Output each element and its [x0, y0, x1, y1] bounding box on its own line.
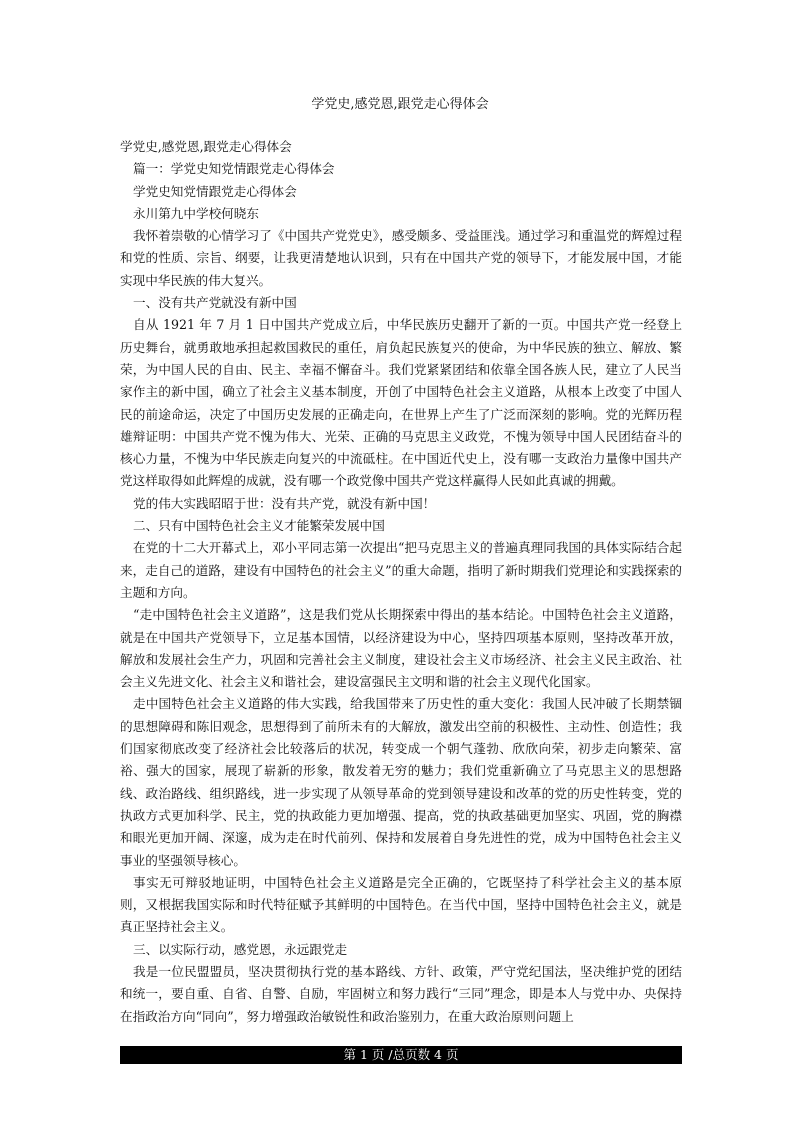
section-heading-2: 二、只有中国特色社会主义才能繁荣发展中国 — [133, 518, 385, 534]
document-body — [120, 136, 682, 1028]
section-heading-1: 一、没有共产党就没有新中国 — [133, 295, 297, 311]
section-heading-3: 三、以实际行动，感党恩，永远跟党走 — [133, 941, 348, 957]
paragraph-author: 永川第九中学校何晓东 — [133, 205, 259, 221]
paragraph-subtitle: 学党史知党情跟党走心得体会 — [133, 183, 297, 199]
paragraph-heading: 学党史,感党恩,跟党走心得体会 — [120, 139, 292, 154]
paragraph-intro: 我怀着崇敬的心情学习了《中国共产党党史》，感受颇多、受益匪浅。通过学习和重温党的辉煌过程和党的性质、宗旨、纲要，让我更清楚地认识到，只有在中国共产党的领导下，才能发展中国，才能实现中华民族的伟大复兴。 — [120, 228, 682, 288]
page-footer: 第 1 页 /总页数 4 页 — [120, 1046, 682, 1064]
paragraph-section1-conclusion: 党的伟大实践昭昭于世：没有共产党，就没有新中国！ — [133, 495, 436, 511]
document-title: 学党史,感党恩,跟党走心得体会 — [311, 97, 489, 112]
paragraph-section3-a: 我是一位民盟盟员，坚决贯彻执行党的基本路线、方针、政策，严守党纪国法，坚决维护党的团结和统一，要自重、自省、自警、自励，牢固树立和努力践行“三同”理念，即是本人与党中办、央保持在指政治方向“同向”，努力增强政治敏锐性和政治鉴别力，在重大政治原则问题上 — [120, 963, 682, 1024]
paragraph-section2-c: 走中国特色社会主义道路的伟大实践，给我国带来了历史性的重大变化：我国人民冲破了长期禁锢的思想障碍和陈旧观念，思想得到了前所未有的大解放，激发出空前的积极性、主动性、创造性；我们国家彻底改变了经济社会比较落后的状况，转变成一个朝气蓬勃、欣欣向荣，初步走向繁荣、富裕、强大的国家，展现了崭新的形象，散发着无穷的魅力；我们党重新确立了马克思主义的思想路线、政治路线、组织路线，进一步实现了从领导革命的党到领导建设和改革的党的历史性转变，党的执政方式更加科学、民主，党的执政能力更加增强、提高，党的执政基础更加坚实、巩固，党的胸襟和眼光更加开阔、深邃，成为走在时代前列、保持和发展着自身先进性的党，成为中国特色社会主义事业的坚强领导核心。 — [120, 696, 682, 868]
paragraph-section2-d: 事实无可辩驳地证明，中国特色社会主义道路是完全正确的，它既坚持了科学社会主义的基本原则，又根据我国实际和时代特征赋予其鲜明的中国特色。在当代中国，坚持中国特色社会主义，就是真正坚持社会主义。 — [120, 874, 682, 935]
paragraph-section2-a: 在党的十二大开幕式上，邓小平同志第一次提出“把马克思主义的普遍真理同我国的具体实际结合起来，走自己的道路，建设有中国特色的社会主义”的重大命题，指明了新时期我们党理论和实践探索的主题和方向。 — [120, 540, 682, 600]
paragraph-section2-b: “走中国特色社会主义道路”，这是我们党从长期探索中得出的基本结论。中国特色社会主义道路，就是在中国共产党领导下，立足基本国情，以经济建设为中心，坚持四项基本原则，坚持改革开放，解放和发展社会生产力，巩固和完善社会主义制度，建设社会主义市场经济、社会主义民主政治、社会主义先进文化、社会主义和谐社会，建设富强民主文明和谐的社会主义现代化国家。 — [120, 607, 682, 690]
paragraph-chapter-title: 篇一：学党史知党情跟党走心得体会 — [133, 161, 335, 177]
paragraph-section1-body: 自从 1921 年 7 月 1 日中国共产党成立后，中华民族历史翻开了新的一页。中国共产党一经登上历史舞台，就勇敢地承担起救国救民的重任，肩负起民族复兴的使命，为中华民族的独立、解放、繁荣，为中国人民的自由、民主、幸福不懈奋斗。我们党紧紧团结和依靠全国各族人民，建立了人民当家作主的新中国，确立了社会主义基本制度，开创了中国特色社会主义道路，从根本上改变了中国人民的前途命运，决定了中国历史发展的正确走向，在世界上产生了广泛而深刻的影响。党的光辉历程雄辩证明：中国共产党不愧为伟大、光荣、正确的马克思主义政党，不愧为领导中国人民团结奋斗的核心力量，不愧为中华民族走向复兴的中流砥柱。在中国近代史上，没有哪一支政治力量像中国共产党这样取得如此辉煌的成就，没有哪一个政党像中国共产党这样赢得人民如此真诚的拥戴。 — [120, 317, 682, 489]
